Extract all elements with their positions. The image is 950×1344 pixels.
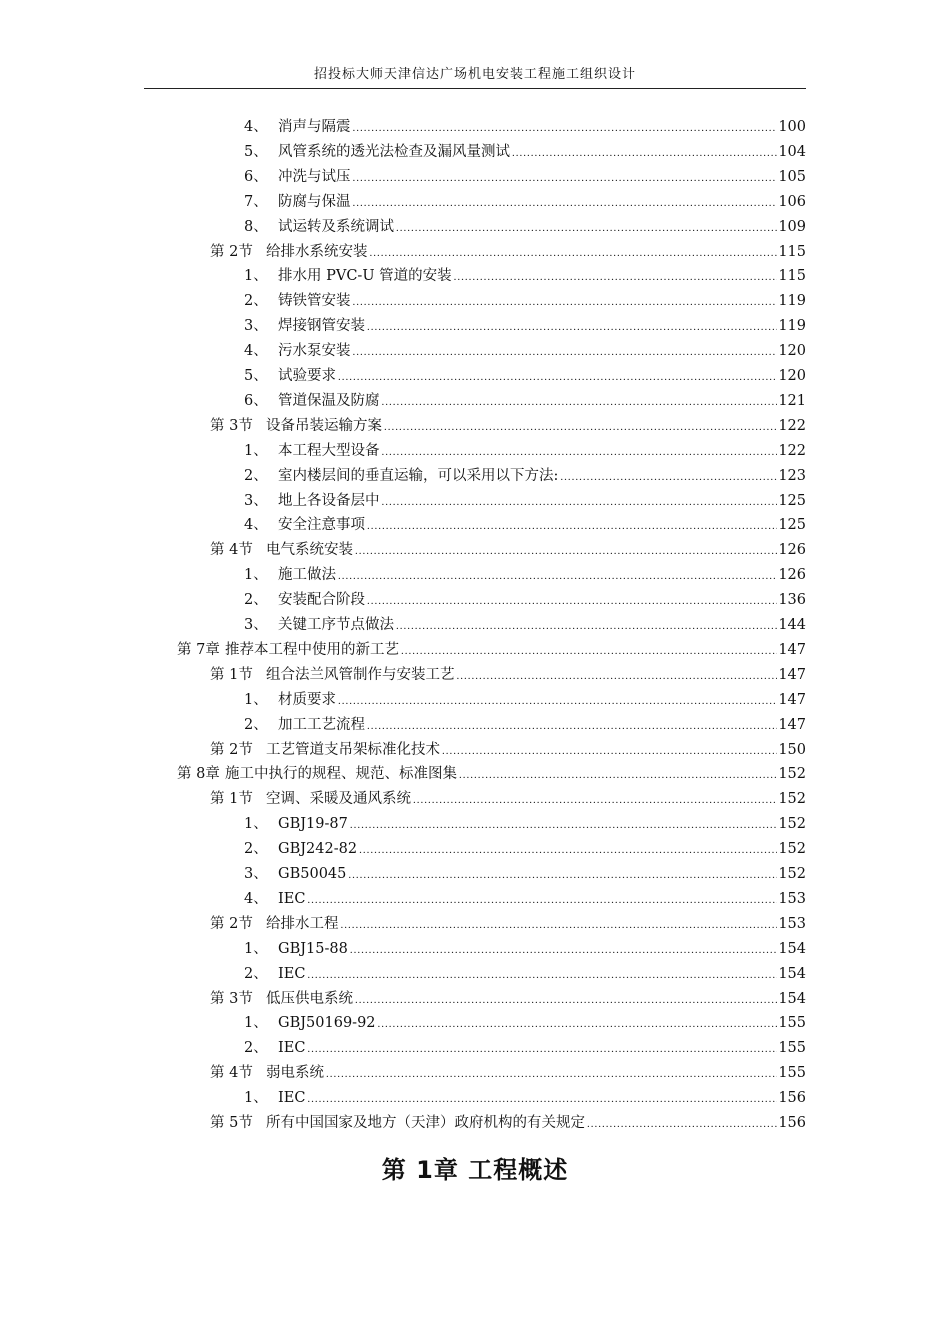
toc-entry-number: 5、: [244, 368, 268, 384]
toc-entry-page: 105: [778, 168, 806, 185]
toc-dot-leader: [367, 714, 777, 738]
toc-entry-page: 147: [778, 641, 806, 658]
toc-entry-number: 4、: [244, 343, 268, 360]
toc-entry-page: 123: [778, 467, 806, 484]
toc-entry-number: 2、: [244, 1040, 268, 1057]
toc-dot-leader: [353, 290, 778, 314]
toc-dot-leader: [307, 963, 777, 987]
toc-dot-leader: [338, 365, 777, 389]
toc-entry-title: IEC: [278, 965, 306, 982]
toc-entry-number: 1、: [244, 442, 268, 459]
toc-entry-page: 147: [778, 691, 806, 708]
toc-entry-page: 152: [778, 816, 806, 833]
toc-dot-leader: [382, 490, 778, 514]
toc-entry-number: 第 1节: [210, 666, 253, 683]
toc-entry[interactable]: [244, 688, 806, 712]
toc-entry[interactable]: [210, 738, 806, 762]
toc-entry-number: 2、: [244, 293, 268, 310]
toc-dot-leader: [355, 539, 777, 563]
toc-entry-title: GBJ242-82: [278, 841, 358, 858]
toc-entry[interactable]: [244, 264, 806, 288]
toc-dot-leader: [359, 838, 777, 862]
toc-entry[interactable]: [244, 613, 806, 637]
toc-dot-leader: [512, 141, 777, 165]
toc-entry-title: 本工程大型设备: [278, 442, 380, 459]
toc-entry-page: 154: [778, 940, 806, 957]
toc-entry-page: 115: [778, 243, 806, 260]
toc-entry-title: 空调、采暖及通风系统: [266, 791, 411, 808]
toc-dot-leader: [307, 888, 777, 912]
toc-entry-title: 消声与隔震: [278, 119, 351, 135]
toc-entry-number: 3、: [244, 318, 268, 335]
toc-dot-leader: [338, 564, 777, 588]
toc-dot-leader: [338, 689, 777, 713]
toc-entry-title: 污水泵安装: [278, 343, 351, 360]
toc-entry-number: 5、: [244, 143, 268, 160]
toc-entry-title: 设备吊装运输方案: [266, 417, 382, 434]
toc-entry-page: 120: [778, 368, 806, 384]
toc-entry-page: 152: [778, 841, 806, 858]
toc-entry[interactable]: [244, 937, 806, 961]
toc-entry[interactable]: [177, 638, 806, 662]
toc-dot-leader: [350, 813, 777, 837]
toc-entry[interactable]: [244, 215, 806, 239]
toc-entry-number: 2、: [244, 716, 268, 733]
toc-entry-number: 1、: [244, 691, 268, 708]
toc-entry-page: 155: [778, 1065, 806, 1082]
toc-entry[interactable]: [210, 1061, 806, 1085]
toc-entry-title: 材质要求: [278, 691, 336, 708]
toc-dot-leader: [355, 988, 777, 1012]
toc-entry[interactable]: [210, 912, 806, 936]
toc-entry-page: 126: [778, 542, 806, 559]
toc-entry[interactable]: [244, 588, 806, 612]
toc-dot-leader: [348, 863, 777, 887]
toc-dot-leader: [560, 465, 777, 489]
toc-entry-title: 电气系统安装: [266, 542, 353, 559]
toc-entry-title: 施工中执行的规程、规范、标准图集: [225, 766, 457, 783]
chapter-heading: 第 1章 工程概述: [381, 1156, 569, 1184]
toc-entry-number: 4、: [244, 890, 268, 907]
toc-dot-leader: [442, 739, 777, 763]
toc-entry-title: 组合法兰风管制作与安装工艺: [266, 666, 455, 683]
toc-entry[interactable]: [244, 513, 806, 537]
toc-dot-leader: [353, 191, 778, 215]
toc-dot-leader: [396, 216, 777, 240]
toc-entry-title: IEC: [278, 1090, 306, 1107]
toc-entry-title: 风管系统的透光法检查及漏风量测试: [278, 143, 510, 160]
toc-dot-leader: [353, 340, 778, 364]
toc-entry-title: 地上各设备层中: [278, 492, 380, 509]
toc-entry[interactable]: [244, 812, 806, 836]
toc-entry[interactable]: [210, 414, 806, 438]
toc-entry-number: 4、: [244, 119, 268, 135]
toc-entry-number: 第 3节: [210, 417, 253, 434]
toc-entry-title: 安全注意事项: [278, 517, 365, 534]
toc-entry-title: 排水用 PVC-U 管道的安装: [278, 268, 452, 285]
toc-entry-page: 153: [778, 890, 806, 907]
toc-entry[interactable]: [244, 489, 806, 513]
toc-entry-page: 119: [778, 318, 806, 335]
toc-entry[interactable]: [244, 389, 806, 413]
toc-entry[interactable]: [210, 538, 806, 562]
toc-dot-leader: [401, 639, 777, 663]
toc-entry-page: 147: [778, 716, 806, 733]
toc-entry-number: 6、: [244, 168, 268, 185]
toc-entry-number: 1、: [244, 816, 268, 833]
toc-entry-number: 1、: [244, 268, 268, 285]
toc-entry-number: 3、: [244, 866, 268, 882]
toc-dot-leader: [367, 589, 777, 613]
toc-entry[interactable]: [244, 1036, 806, 1060]
toc-entry-title: 焊接钢管安装: [278, 318, 365, 335]
toc-dot-leader: [353, 116, 778, 140]
toc-entry-number: 第 2节: [210, 741, 253, 758]
toc-entry-title: 试验要求: [278, 368, 336, 384]
toc-dot-leader: [384, 415, 777, 439]
toc-entry-number: 8、: [244, 218, 268, 235]
toc-entry-title: GB50045: [278, 866, 347, 882]
toc-entry-title: 室内楼层间的垂直运输，可以采用以下方法:: [278, 467, 559, 484]
toc-entry-number: 第 7章: [177, 641, 220, 658]
toc-entry[interactable]: [244, 314, 806, 338]
toc-entry-number: 1、: [244, 940, 268, 957]
toc-entry-page: 154: [778, 965, 806, 982]
toc-entry-number: 第 1节: [210, 791, 253, 808]
toc-dot-leader: [326, 1062, 777, 1086]
toc-entry-title: 给排水系统安装: [266, 243, 368, 260]
toc-entry[interactable]: [210, 987, 806, 1011]
toc-entry-number: 第 3节: [210, 990, 253, 1007]
toc-dot-leader: [413, 788, 777, 812]
toc-entry-title: GBJ19-87: [278, 816, 348, 833]
toc-entry-number: 第 4节: [210, 1065, 253, 1082]
toc-entry[interactable]: [210, 663, 806, 687]
toc-dot-leader: [382, 440, 778, 464]
toc-entry-number: 第 2节: [210, 243, 253, 260]
toc-entry-page: 125: [778, 517, 806, 534]
toc-entry-title: 推荐本工程中使用的新工艺: [225, 641, 399, 658]
toc-entry[interactable]: [244, 862, 806, 886]
toc-entry-number: 2、: [244, 841, 268, 858]
toc-entry-page: 156: [778, 1115, 806, 1131]
toc-entry-title: IEC: [278, 890, 306, 907]
toc-entry-title: 施工做法: [278, 567, 336, 584]
toc-dot-leader: [457, 664, 778, 688]
toc-dot-leader: [307, 1087, 777, 1111]
toc-entry[interactable]: [210, 787, 806, 811]
toc-entry-title: 弱电系统: [266, 1065, 324, 1082]
toc-entry-title: 管道保温及防腐: [278, 392, 380, 409]
toc-entry-page: 109: [778, 218, 806, 235]
toc-entry-page: 144: [778, 617, 806, 633]
toc-entry-page: 152: [778, 766, 806, 783]
toc-entry-number: 2、: [244, 965, 268, 982]
toc-entry[interactable]: [177, 762, 806, 786]
toc-entry-title: 加工工艺流程: [278, 716, 365, 733]
toc-entry-title: GBJ50169-92: [278, 1015, 376, 1032]
toc-dot-leader: [459, 763, 777, 787]
toc-entry-title: 冲洗与试压: [278, 168, 351, 185]
toc-entry[interactable]: [244, 439, 806, 463]
toc-entry[interactable]: [244, 962, 806, 986]
toc-entry[interactable]: [244, 339, 806, 363]
toc-entry-number: 4、: [244, 517, 268, 534]
toc-entry-title: 关键工序节点做法: [278, 617, 394, 633]
toc-dot-leader: [367, 514, 777, 538]
toc-entry-page: 150: [778, 741, 806, 758]
toc-entry-number: 第 8章: [177, 766, 220, 783]
toc-entry-page: 106: [778, 193, 806, 210]
toc-entry[interactable]: [244, 563, 806, 587]
toc-dot-leader: [370, 241, 778, 265]
toc-entry-page: 100: [778, 119, 806, 135]
toc-entry[interactable]: [244, 837, 806, 861]
toc-entry[interactable]: [244, 190, 806, 214]
toc-entry-number: 2、: [244, 467, 268, 484]
toc-entry-title: 给排水工程: [266, 915, 339, 932]
toc-entry-page: 154: [778, 990, 806, 1007]
toc-entry-title: 安装配合阶段: [278, 592, 365, 609]
toc-entry[interactable]: [244, 1086, 806, 1110]
toc-entry-title: 试运转及系统调试: [278, 218, 394, 235]
toc-entry[interactable]: [244, 464, 806, 488]
toc-dot-leader: [396, 614, 777, 638]
toc-entry-page: 152: [778, 791, 806, 808]
toc-entry-page: 122: [778, 417, 806, 434]
toc-entry-title: 所有中国国家及地方（天津）政府机构的有关规定: [266, 1115, 585, 1131]
toc-entry-page: 136: [778, 592, 806, 609]
toc-dot-leader: [341, 913, 778, 937]
toc-entry[interactable]: [244, 289, 806, 313]
toc-dot-leader: [350, 938, 777, 962]
toc-dot-leader: [353, 166, 778, 190]
toc-entry-title: 防腐与保温: [278, 193, 351, 210]
toc-entry-number: 2、: [244, 592, 268, 609]
toc-entry-page: 104: [778, 143, 806, 160]
toc-entry-title: IEC: [278, 1040, 306, 1057]
toc-entry-number: 6、: [244, 392, 268, 409]
toc-entry-page: 155: [778, 1040, 806, 1057]
toc-dot-leader: [382, 390, 778, 414]
toc-dot-leader: [378, 1012, 778, 1036]
toc-entry[interactable]: [244, 713, 806, 737]
page-header: 招投标大师天津信达广场机电安装工程施工组织设计: [144, 64, 806, 89]
toc-entry-number: 第 4节: [210, 542, 253, 559]
toc-entry-number: 7、: [244, 193, 268, 210]
toc-entry-page: 119: [778, 293, 806, 310]
toc-entry-number: 1、: [244, 1090, 268, 1107]
toc-entry-page: 125: [778, 492, 806, 509]
toc-dot-leader: [307, 1037, 777, 1061]
toc-entry-page: 147: [778, 666, 806, 683]
toc-entry-page: 156: [778, 1090, 806, 1107]
toc-entry-page: 126: [778, 567, 806, 584]
toc-entry-page: 115: [778, 268, 806, 285]
toc-entry-number: 3、: [244, 492, 268, 509]
toc-entry-page: 121: [778, 392, 806, 409]
toc-entry-title: 铸铁管安装: [278, 293, 351, 310]
toc-entry[interactable]: [210, 240, 806, 264]
toc-entry-number: 1、: [244, 1015, 268, 1032]
toc-entry-number: 第 5节: [210, 1115, 253, 1131]
toc-entry-title: GBJ15-88: [278, 940, 348, 957]
toc-entry[interactable]: [210, 1111, 806, 1135]
toc-entry[interactable]: [244, 1011, 806, 1035]
toc-entry[interactable]: [244, 115, 806, 139]
toc-dot-leader: [454, 265, 778, 289]
toc-entry-title: 低压供电系统: [266, 990, 353, 1007]
toc-dot-leader: [587, 1112, 777, 1136]
toc-entry-number: 1、: [244, 567, 268, 584]
toc-entry[interactable]: [244, 364, 806, 388]
toc-entry[interactable]: [244, 165, 806, 189]
toc-entry-page: 122: [778, 442, 806, 459]
toc-entry[interactable]: [244, 140, 806, 164]
toc-entry-page: 153: [778, 915, 806, 932]
toc-entry[interactable]: [244, 887, 806, 911]
toc-entry-page: 120: [778, 343, 806, 360]
toc-entry-title: 工艺管道支吊架标准化技术: [266, 741, 440, 758]
toc-entry-page: 155: [778, 1015, 806, 1032]
toc-entry-page: 152: [778, 866, 806, 882]
toc-dot-leader: [367, 315, 777, 339]
toc-entry-number: 3、: [244, 617, 268, 633]
toc-entry-number: 第 2节: [210, 915, 253, 932]
